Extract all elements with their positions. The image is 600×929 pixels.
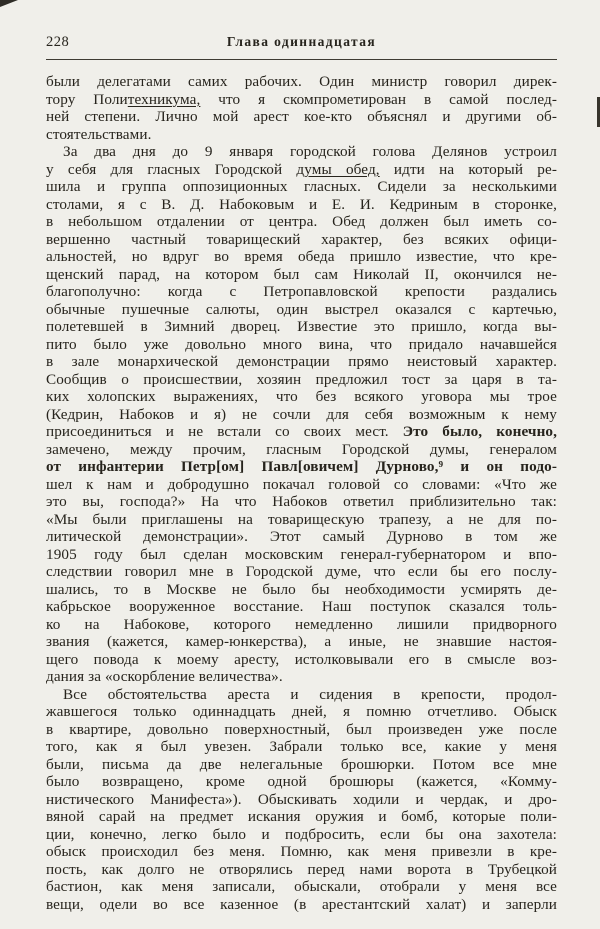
text-segment: в зале монархической демонстрации прямо неистовый характер. xyxy=(46,353,557,370)
text-line xyxy=(46,528,557,546)
text-line xyxy=(46,703,557,721)
text-line xyxy=(46,563,557,581)
text-line xyxy=(46,318,557,336)
text-segment: За два дня до 9 января городской голова Делянов устроил xyxy=(63,143,557,160)
text-line xyxy=(46,178,557,196)
text-segment: было возвращено, кроме одной брошюры (кажется, «Комму- xyxy=(46,773,557,790)
text-segment: шались, то в Москве не было бы необходимости усмирять де- xyxy=(46,580,557,598)
text-line xyxy=(46,791,557,809)
text-segment: шила и группа оппозиционных гласных. Сидели за несколькими xyxy=(46,178,557,195)
text-line xyxy=(46,196,557,214)
text-segment: кабрьское вооруженное восстание. Наш поступок сказался толь- xyxy=(46,598,557,615)
text-line xyxy=(46,756,557,774)
text-line xyxy=(46,73,557,91)
text-line xyxy=(46,283,557,301)
text-segment: у себя для гласных Городской xyxy=(46,160,297,178)
text-segment: пито было уже довольно много вина, что придало начавшейся xyxy=(46,335,557,353)
text-line xyxy=(46,878,557,896)
text-line xyxy=(46,91,557,109)
text-line xyxy=(46,143,557,161)
text-segment: это вы, господа?» На что Набоков ответил приблизительно так: xyxy=(46,493,557,510)
text-line xyxy=(46,476,557,494)
text-segment: пость, как долго не отворялись перед нами ворота в Трубецкой xyxy=(46,860,557,878)
text-line xyxy=(46,896,557,914)
text-segment: следствии говорил мне в Городской думе, что если бы его послу- xyxy=(46,563,557,580)
text-segment: в небольшом отдалении от центра. Обед должен был иметь со- xyxy=(46,213,557,230)
text-line xyxy=(46,301,557,319)
text-segment: ции, конечно, легко было и подбросить, если бы она захотела: xyxy=(46,825,557,843)
text-segment: были делегатами самих рабочих. Один министр говорил дирек- xyxy=(46,73,557,90)
text-line xyxy=(46,773,557,791)
text-line xyxy=(46,686,557,704)
text-segment: Все обстоятельства ареста и сидения в крепости, продол- xyxy=(63,685,557,703)
text-line xyxy=(46,231,557,249)
text-segment: шел к нам и добродушно покачал головой со словами: «Что же xyxy=(46,475,557,493)
text-line xyxy=(46,248,557,266)
text-line xyxy=(46,581,557,599)
text-line xyxy=(46,633,557,651)
text-segment: нистического Манифеста»). Обыскивать ходили и чердак, и дро- xyxy=(46,790,557,808)
running-header xyxy=(46,33,557,53)
text-segment: щего повода к моему аресту, истолковывали его в смысле воз- xyxy=(46,650,557,668)
text-line xyxy=(46,423,557,441)
text-segment: обыск происходил без меня. Помню, как меня привезли в кре- xyxy=(46,843,557,860)
text-line xyxy=(46,336,557,354)
text-segment: ней степени. Лично мой арест кое-кто объяснял и другими об- xyxy=(46,108,557,125)
text-segment: альностей, но вдруг во время обеда пришло известие, что кре- xyxy=(46,248,557,265)
text-segment: вершенно частный товарищеский характер, без всяких офици- xyxy=(46,230,557,248)
text-line xyxy=(46,458,557,476)
text-segment: ких холопских выражениях, что без всякого уговора мы трое xyxy=(46,388,557,405)
text-segment: (Кедрин, Набоков и я) не сочли для себя возможным к нему xyxy=(46,405,557,423)
text-segment: щенский парад, на котором был сам Николай II, окончился не- xyxy=(46,265,557,283)
bold-text: от инфантерии Петр[ом] Павл[овичем] Дурново,⁹ и он подо- xyxy=(46,458,557,475)
text-segment: благополучно: когда с Петропавловской крепости раздались xyxy=(46,283,557,300)
text-line xyxy=(46,738,557,756)
page-number: 228 xyxy=(46,34,70,50)
text-segment: ко на Набокове, которого немедленно лишили придворного xyxy=(46,615,557,633)
text-line xyxy=(46,598,557,616)
text-line xyxy=(46,668,557,686)
text-line xyxy=(46,388,557,406)
text-line xyxy=(46,161,557,179)
text-segment: были, письма да две нелегальные брошюрки. Потом все мне xyxy=(46,755,557,773)
text-segment: полетевшей в Зимний дворец. Известие это пришло, когда вы- xyxy=(46,318,557,335)
text-line xyxy=(46,213,557,231)
underlined-text: техникума, xyxy=(127,90,201,108)
text-line xyxy=(46,721,557,739)
text-line xyxy=(46,441,557,459)
text-segment: стоятельствами. xyxy=(46,125,152,143)
text-segment: присоединиться и не встали со своих мест. xyxy=(46,423,403,440)
text-segment: «Мы были приглашены на товарищескую трапезу, а не для по- xyxy=(46,510,557,528)
text-line xyxy=(46,406,557,424)
chapter-title: Глава одиннадцатая xyxy=(226,34,377,49)
text-line xyxy=(46,808,557,826)
text-line xyxy=(46,616,557,634)
text-line xyxy=(46,126,557,144)
text-segment: замечено, между прочим, гласным Городской думы, генералом xyxy=(46,440,557,458)
text-segment: Сообщив о происшествии, хозяин предложил тост за царя в та- xyxy=(46,370,557,388)
scan-artifact-corner xyxy=(0,0,18,7)
text-segment: столами, я с В. Д. Набоковым и Е. И. Кедриным в сторонке, xyxy=(46,195,557,213)
header-rule xyxy=(46,59,557,60)
text-line xyxy=(46,843,557,861)
text-segment: обычные пушечные салюты, один выстрел оказался с картечью, xyxy=(46,300,557,318)
text-segment: в квартире, довольно поверхностный, был произведен уже после xyxy=(46,720,557,738)
text-segment: идти на который ре- xyxy=(379,160,557,178)
text-line xyxy=(46,371,557,389)
text-segment: звания (кажется, камер-юнкерства), а иные, не знавшие настоя- xyxy=(46,633,557,650)
text-segment: дания за «оскорбление величества». xyxy=(46,668,283,685)
text-block xyxy=(46,73,557,913)
text-segment: литической демонстрации». Этот самый Дурново в том же xyxy=(46,528,557,545)
text-line xyxy=(46,546,557,564)
text-segment: того, как я был увезен. Забрали только все, какие у меня xyxy=(46,738,557,755)
text-line xyxy=(46,861,557,879)
text-segment: бастион, как меня записали, обыскали, отобрали у меня все xyxy=(46,878,557,895)
text-segment: вяной сарай на предмет искания оружия и бомб, которые поли- xyxy=(46,808,557,825)
text-line xyxy=(46,353,557,371)
text-line xyxy=(46,266,557,284)
text-segment: вещи, одели во все казенное (в арестантский халат) и заперли xyxy=(46,895,557,913)
text-line xyxy=(46,826,557,844)
bold-text: Это было, конечно, xyxy=(402,423,558,440)
text-line xyxy=(46,493,557,511)
text-segment: что я скомпрометирован в самой послед- xyxy=(200,90,557,108)
text-segment: 1905 году был сделан московским генерал-губернатором и впо- xyxy=(46,545,557,563)
text-line xyxy=(46,108,557,126)
text-segment: жавшегося только одиннадцать дней, я помню отчетливо. Обыск xyxy=(46,703,557,720)
text-line xyxy=(46,511,557,529)
text-segment: тору Поли xyxy=(46,90,128,108)
underlined-text: думы обед, xyxy=(296,160,380,178)
text-line xyxy=(46,651,557,669)
